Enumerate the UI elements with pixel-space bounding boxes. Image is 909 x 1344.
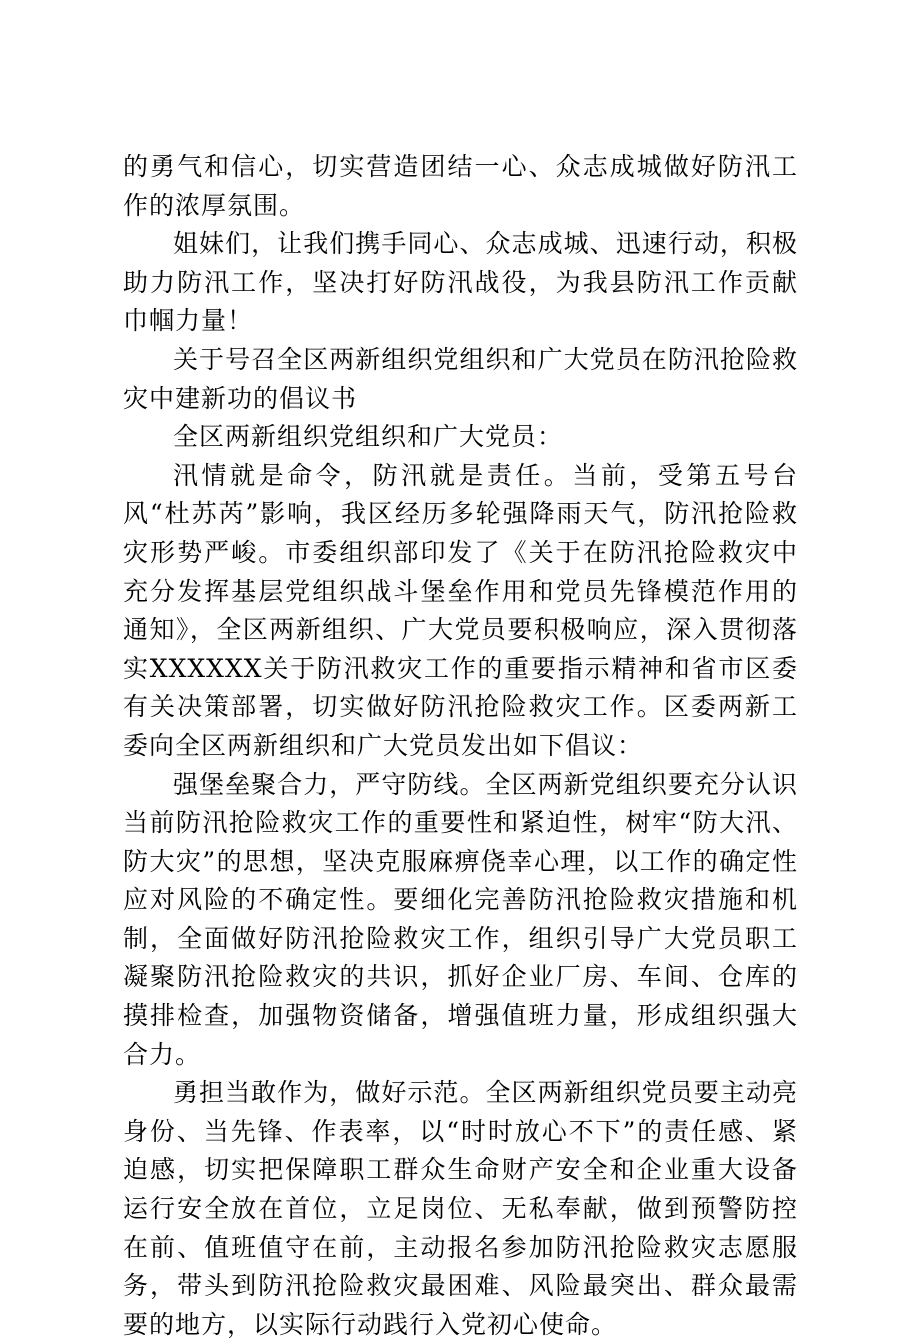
paragraph-closing-appeal: 姐妹们，让我们携手同心、众志成城、迅速行动，积极助力防汛工作，坚决打好防汛战役，为我县防汛工作贡献巾帼力量！ <box>123 229 798 336</box>
paragraph-continuation: 的勇气和信心，切实营造团结一心、众志成城做好防汛工作的浓厚氛围。 <box>123 152 798 220</box>
document-body <box>123 148 798 1344</box>
salutation: 全区两新组织党组织和广大党员： <box>173 422 564 452</box>
paragraph-point-one: 强堡垒聚合力，严守防线。全区两新党组织要充分认识当前防汛抢险救灾工作的重要性和紧迫性，树牢“防大汛、防大灾”的思想，坚决克服麻痹侥幸心理，以工作的确定性应对风险的不确定性。要细化完善防汛抢险救灾措施和机制，全面做好防汛抢险救灾工作，组织引导广大党员职工凝聚防汛抢险救灾的共识，抓好企业厂房、车间、仓库的摸排检查，加强物资储备，增强值班力量，形成组织强大合力。 <box>123 769 798 1069</box>
paragraph-introduction: 汛情就是命令，防汛就是责任。当前，受第五号台风“杜苏芮”影响，我区经历多轮强降雨天气，防汛抢险救灾形势严峻。市委组织部印发了《关于在防汛抢险救灾中充分发挥基层党组织战斗堡垒作用和党员先锋模范作用的通知》，全区两新组织、广大党员要积极响应，深入贯彻落实XXXXXX关于防汛救灾工作的重要指示精神和省市区委有关决策部署，切实做好防汛抢险救灾工作。区委两新工委向全区两新组织和广大党员发出如下倡议： <box>123 460 798 760</box>
proposal-title: 关于号召全区两新组织党组织和广大党员在防汛抢险救灾中建新功的倡议书 <box>123 344 798 413</box>
paragraph-point-two: 勇担当敢作为，做好示范。全区两新组织党员要主动亮身份、当先锋、作表率，以“时时放心不下”的责任感、紧迫感，切实把保障职工群众生命财产安全和企业重大设备运行安全放在首位，立足岗位、无私奉献，做到预警防控在前、值班值守在前，主动报名参加防汛抢险救灾志愿服务，带头到防汛抢险救灾最困难、风险最突出、群众最需要的地方，以实际行动践行入党初心使命。 <box>123 1078 798 1339</box>
